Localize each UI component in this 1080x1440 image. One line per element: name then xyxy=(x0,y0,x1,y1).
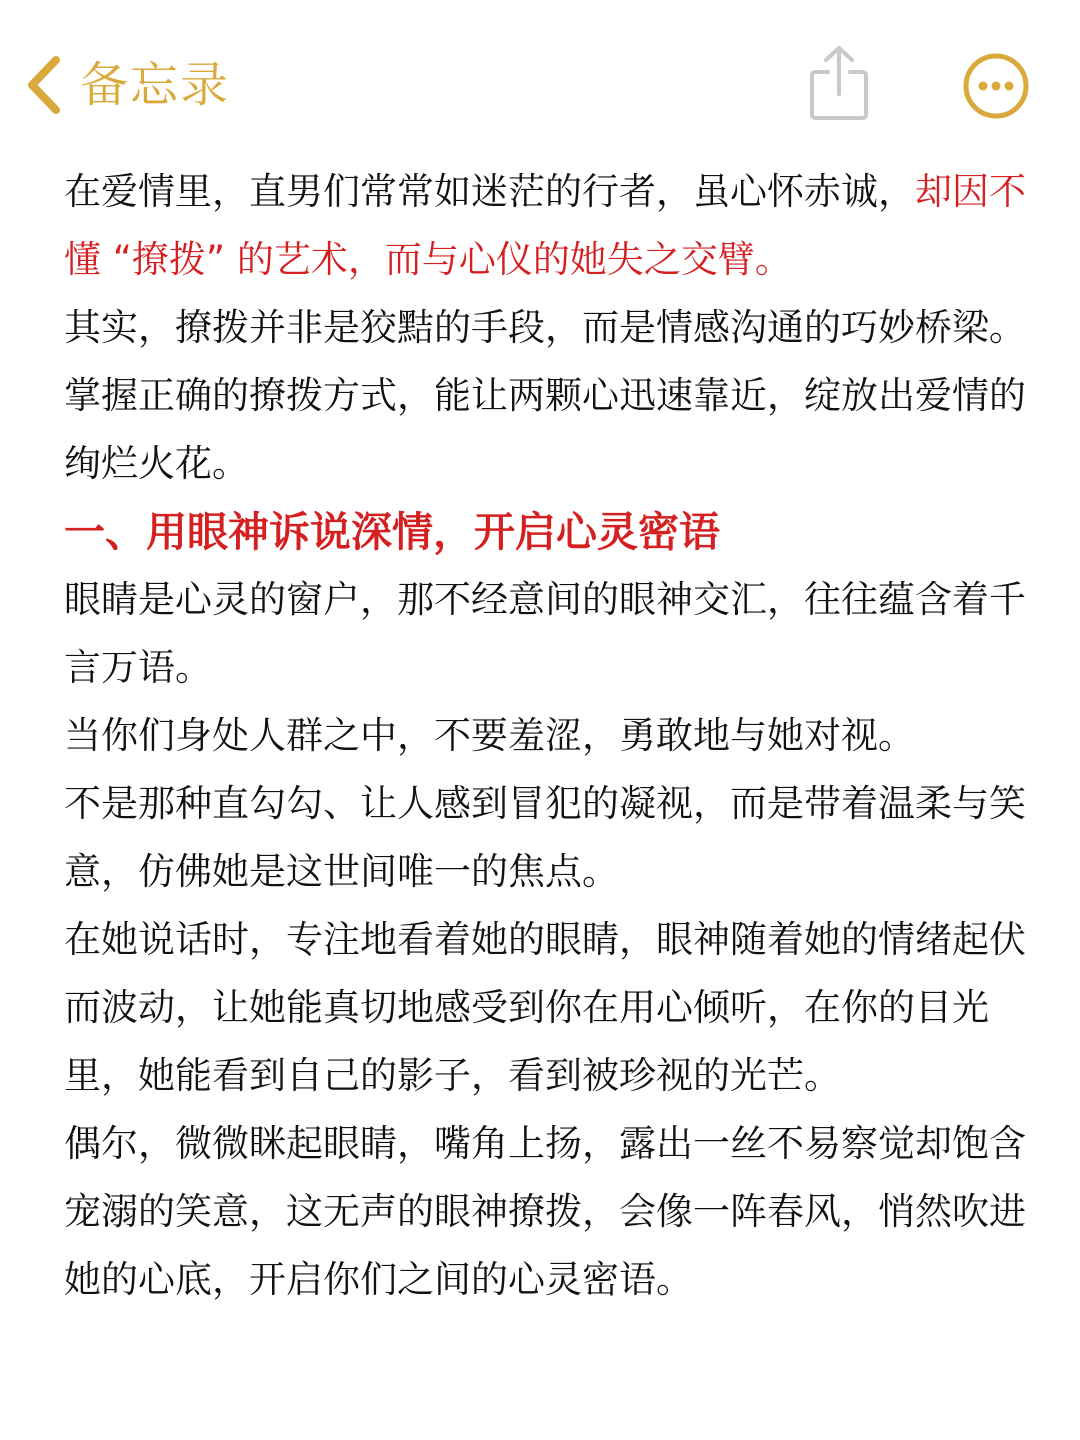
chevron-left-icon xyxy=(24,54,62,116)
nav-bar xyxy=(0,0,1080,160)
paragraph-gaze: 不是那种直勾勾、让人感到冒犯的凝视，而是带着温柔与笑意，仿佛她是这世间唯一的焦点。 xyxy=(64,782,1026,893)
paragraph-eyes: 眼睛是心灵的窗户，那不经意间的眼神交汇，往往蕴含着千言万语。 xyxy=(64,578,1026,689)
paragraph-bridge: 其实，撩拨并非是狡黠的手段，而是情感沟通的巧妙桥梁。 xyxy=(64,306,1026,349)
section-heading: 一、用眼神诉说深情，开启心灵密语 xyxy=(64,508,720,556)
share-button[interactable] xyxy=(806,42,872,124)
share-icon xyxy=(806,42,872,124)
intro-highlight-text: 却因不懂 “撩拨” 的艺术，而与心仪的她失之交臂。 xyxy=(64,170,1026,281)
paragraph-smile: 偶尔，微微眯起眼睛，嘴角上扬，露出一丝不易察觉却饱含宠溺的笑意，这无声的眼神撩拨，会像一阵春风，悄然吹进她的心底，开启你们之间的心灵密语。 xyxy=(64,1122,1026,1301)
paragraph-method: 掌握正确的撩拨方式，能让两颗心迅速靠近，绽放出爱情的绚烂火花。 xyxy=(64,374,1026,485)
note-body xyxy=(64,158,1054,1314)
paragraph-intro xyxy=(64,158,1054,294)
intro-text: 在爱情里，直男们常常如迷茫的行者，虽心怀赤诚， xyxy=(64,170,915,213)
back-button[interactable] xyxy=(24,50,230,120)
paragraph-listen: 在她说话时，专注地看着她的眼睛，眼神随着她的情绪起伏而波动，让她能真切地感受到你在用心倾听，在你的目光里，她能看到自己的影子，看到被珍视的光芒。 xyxy=(64,918,1026,1097)
more-button[interactable] xyxy=(962,52,1030,120)
paragraph-crowd: 当你们身处人群之中，不要羞涩，勇敢地与她对视。 xyxy=(64,714,915,757)
ellipsis-circle-icon xyxy=(962,52,1030,120)
back-label: 备忘录 xyxy=(80,57,231,113)
